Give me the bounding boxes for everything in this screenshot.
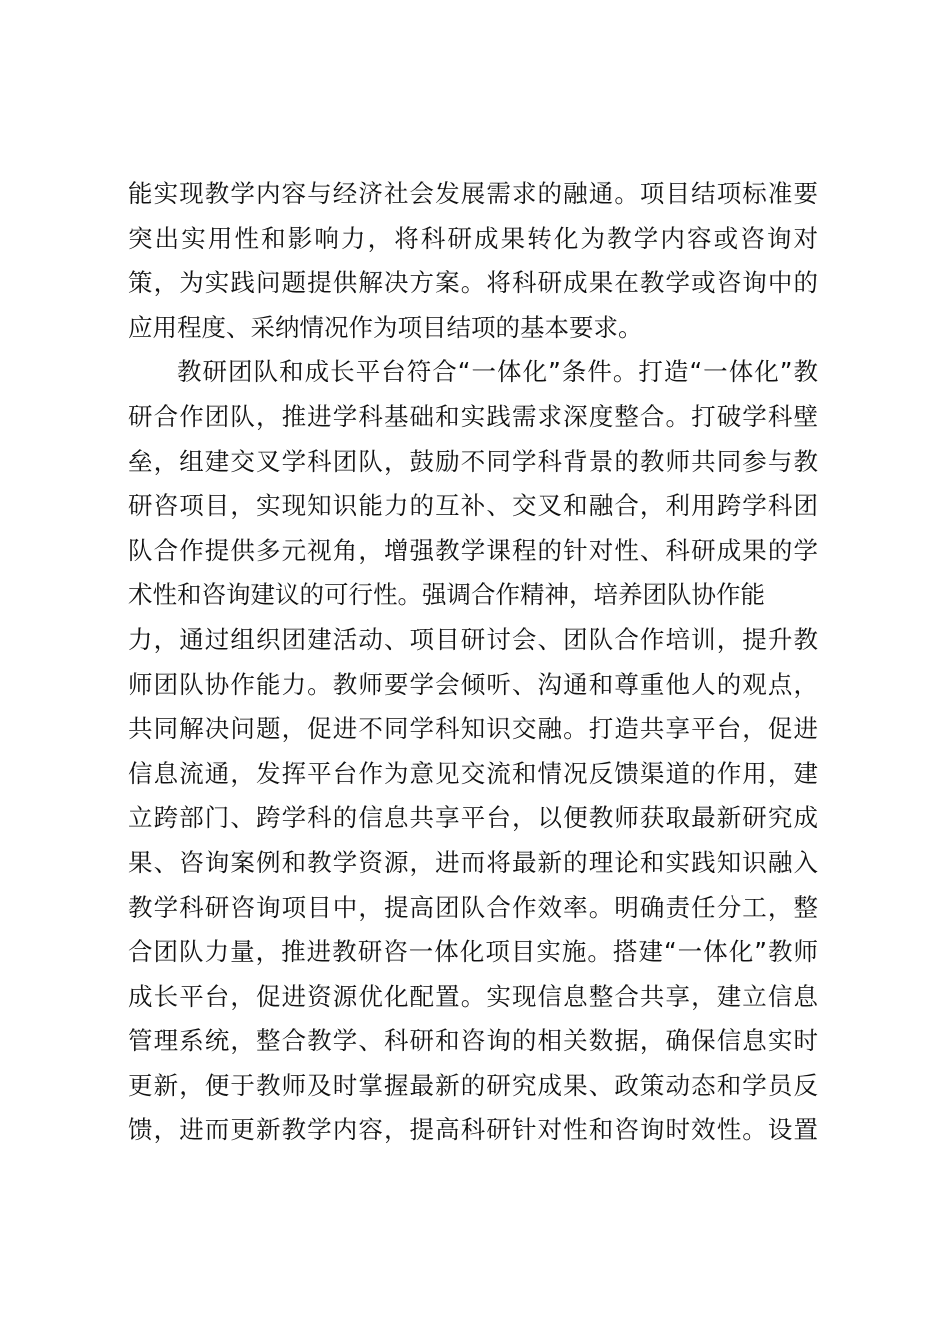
text-line: 研咨项目，实现知识能力的互补、交叉和融合，利用跨学科团 bbox=[128, 491, 818, 521]
text-line: 管理系统，整合教学、科研和咨询的相关数据，确保信息实时 bbox=[128, 1026, 818, 1056]
text-line: 突出实用性和影响力，将科研成果转化为教学内容或咨询对 bbox=[128, 223, 818, 253]
paragraph-1 bbox=[128, 172, 818, 350]
text-line: 研合作团队，推进学科基础和实践需求深度整合。打破学科壁 bbox=[128, 401, 818, 431]
text-line: 更新，便于教师及时掌握最新的研究成果、政策动态和学员反 bbox=[128, 1070, 818, 1100]
text-line: 成长平台，促进资源优化配置。实现信息整合共享，建立信息 bbox=[128, 981, 818, 1011]
text-line: 信息流通，发挥平台作为意见交流和情况反馈渠道的作用，建 bbox=[128, 758, 818, 788]
text-line: 师团队协作能力。教师要学会倾听、沟通和尊重他人的观点， bbox=[128, 669, 818, 699]
text-line: 教学科研咨询项目中，提高团队合作效率。明确责任分工，整 bbox=[128, 892, 818, 922]
text-line: 队合作提供多元视角，增强教学课程的针对性、科研成果的学 bbox=[128, 535, 818, 565]
text-line: 应用程度、采纳情况作为项目结项的基本要求。 bbox=[128, 312, 643, 342]
text-line: 能实现教学内容与经济社会发展需求的融通。项目结项标准要 bbox=[128, 179, 818, 208]
text-line: 教研团队和成长平台符合“一体化”条件。打造“一体化”教 bbox=[177, 357, 818, 387]
text-line: 术性和咨询建议的可行性。强调合作精神，培养团队协作能 bbox=[128, 580, 765, 610]
body-text bbox=[128, 172, 818, 1153]
paragraph-2 bbox=[128, 350, 818, 1153]
text-line: 共同解决问题，促进不同学科知识交融。打造共享平台，促进 bbox=[128, 714, 818, 744]
text-line: 合团队力量，推进教研咨一体化项目实施。搭建“一体化”教师 bbox=[128, 937, 818, 967]
text-line: 馈，进而更新教学内容，提高科研针对性和咨询时效性。设置 bbox=[128, 1115, 818, 1145]
text-line: 策，为实践问题提供解决方案。将科研成果在教学或咨询中的 bbox=[128, 268, 818, 298]
text-line: 果、咨询案例和教学资源，进而将最新的理论和实践知识融入 bbox=[128, 847, 818, 877]
text-line: 立跨部门、跨学科的信息共享平台，以便教师获取最新研究成 bbox=[128, 803, 818, 833]
text-line: 垒，组建交叉学科团队，鼓励不同学科背景的教师共同参与教 bbox=[128, 446, 818, 476]
text-line: 力，通过组织团建活动、项目研讨会、团队合作培训，提升教 bbox=[128, 624, 818, 654]
